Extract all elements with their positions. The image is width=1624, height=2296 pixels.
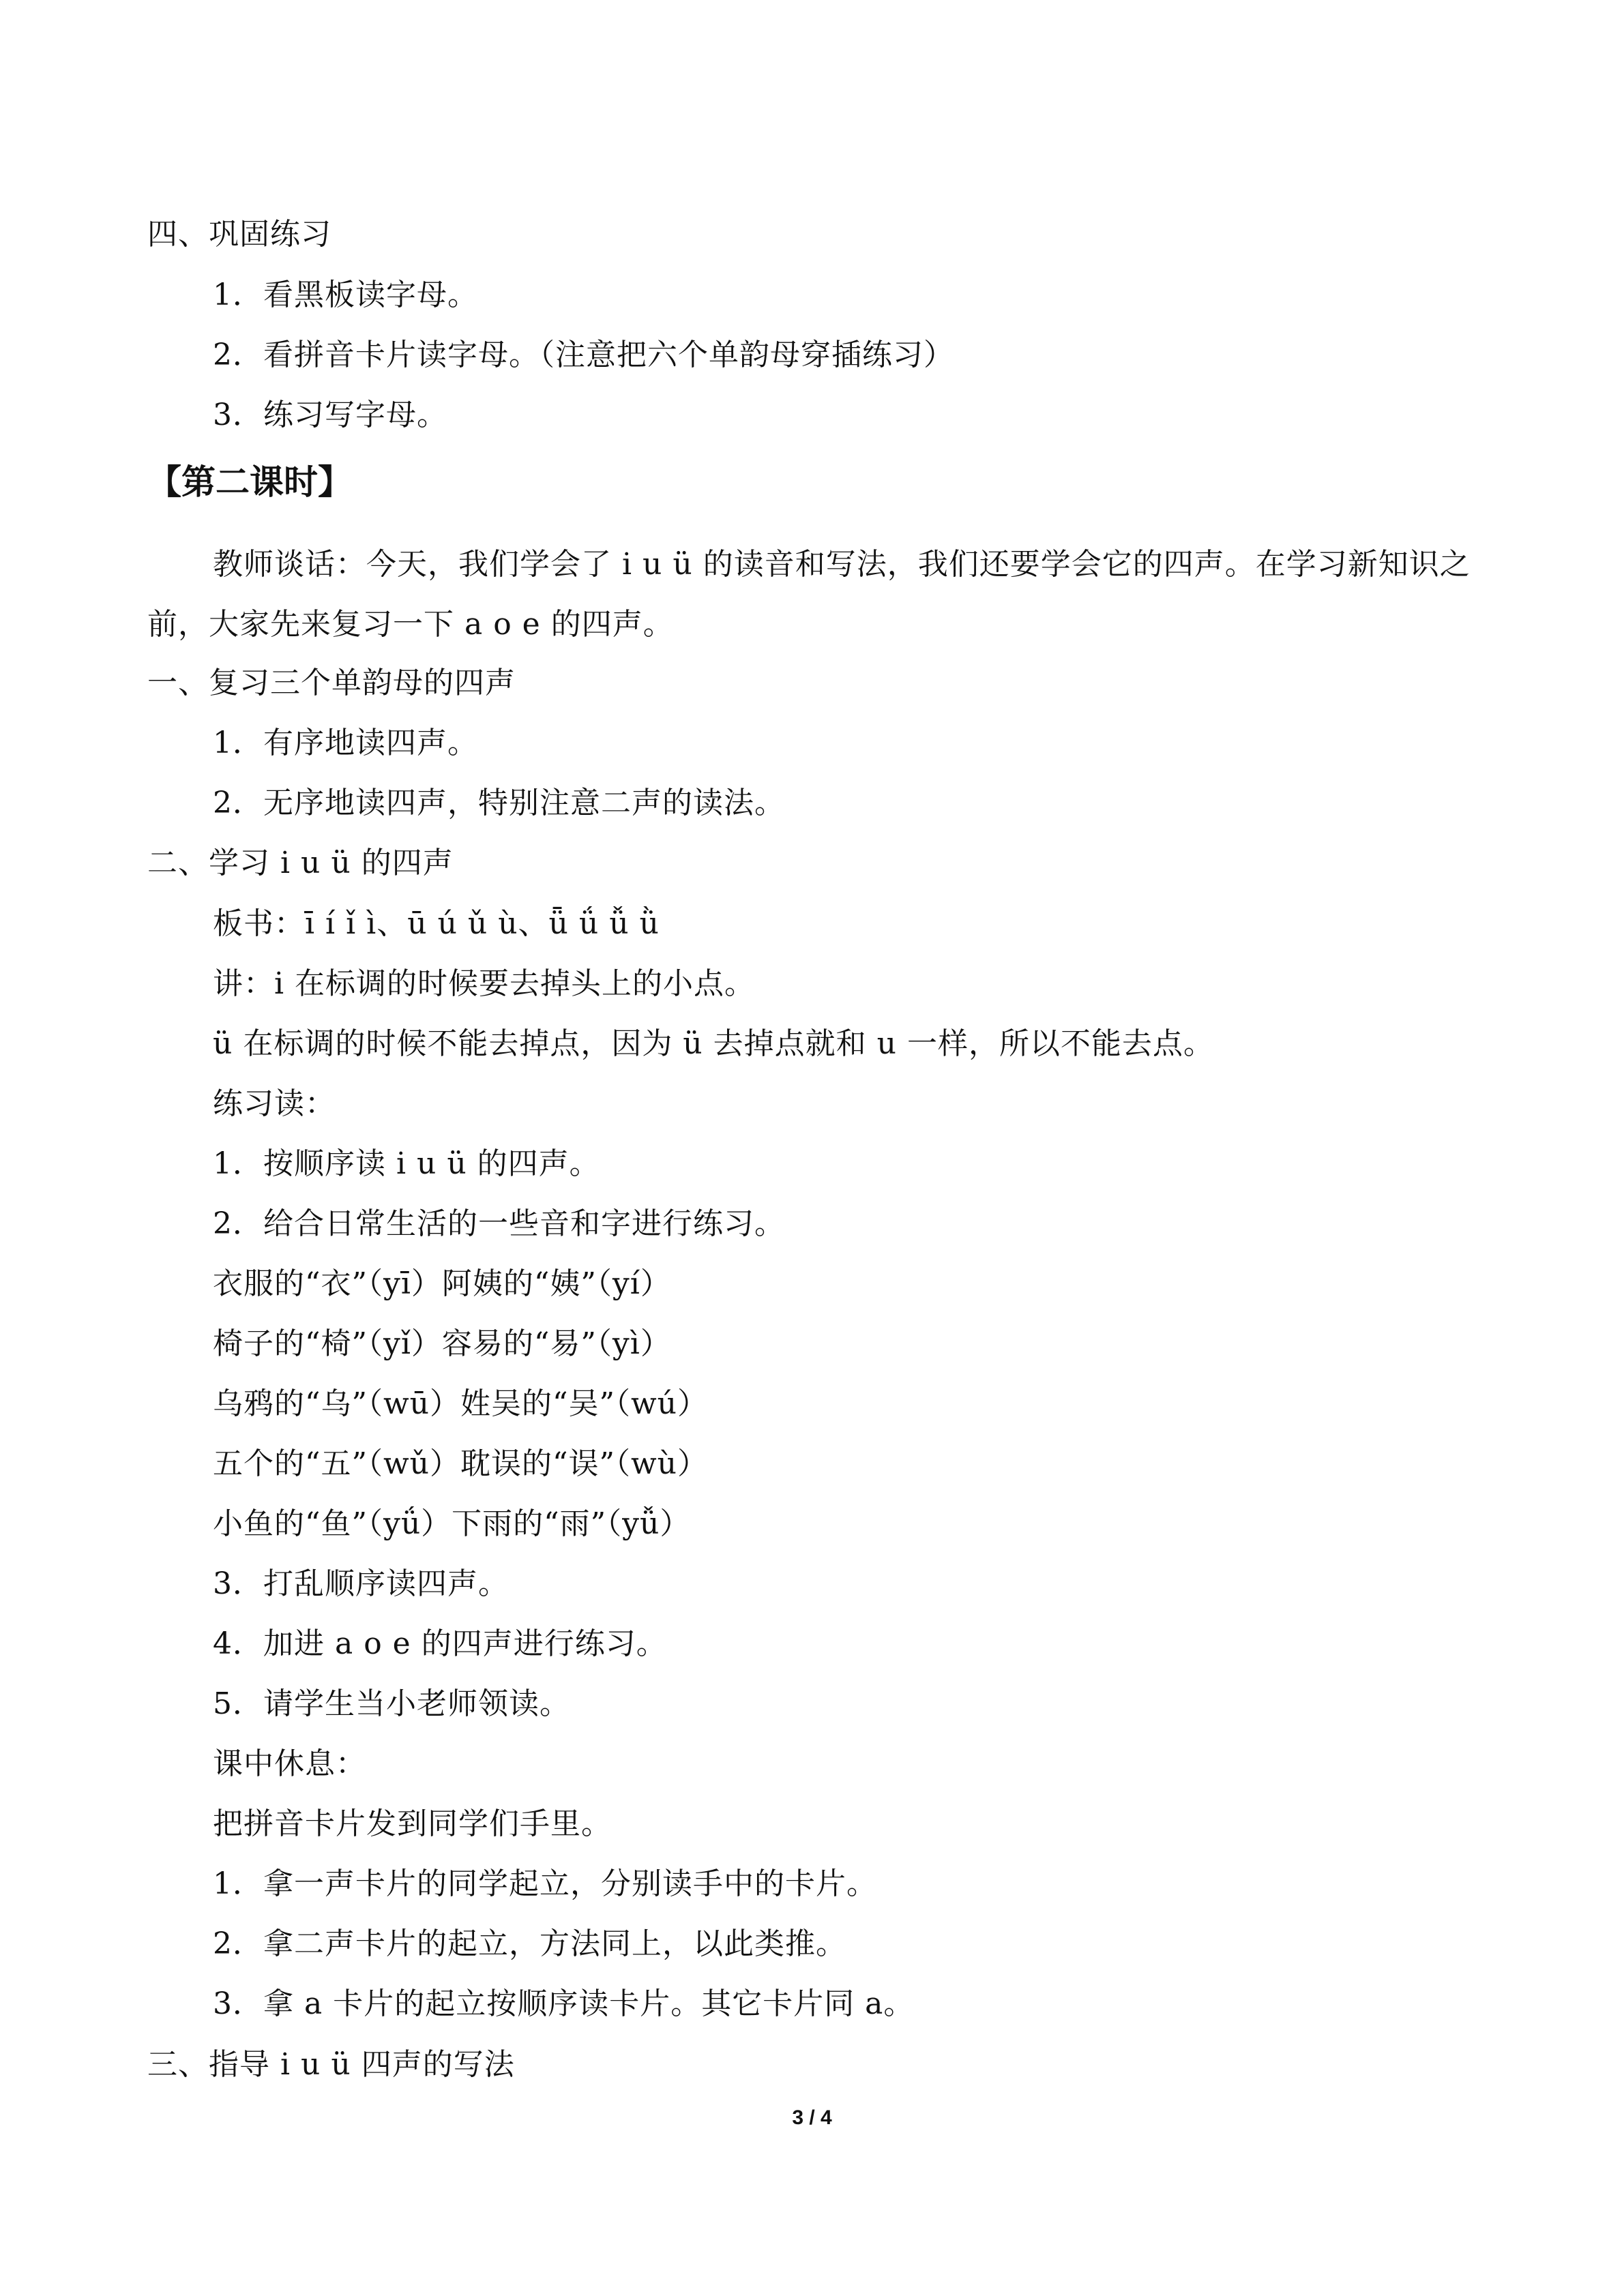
review-item-2: 2．无序地读四声，特别注意二声的读法。	[213, 786, 785, 820]
break-description: 把拼音卡片发到同学们手里。	[213, 1806, 612, 1841]
break-item-1: 1．拿一声卡片的同学起立，分别读手中的卡片。	[213, 1866, 877, 1901]
example-line-2: 椅子的“椅”（yǐ）容易的“易”（yì）	[213, 1326, 671, 1361]
example-line-5: 小鱼的“鱼”（yǘ）下雨的“雨”（yǚ）	[213, 1506, 691, 1541]
break-item-2: 2．拿二声卡片的起立，方法同上，以此类推。	[213, 1926, 846, 1961]
example-line-3: 乌鸦的“乌”（wū）姓吴的“吴”（wú）	[213, 1386, 708, 1421]
heading-review-tones: 一、复习三个单韵母的四声	[147, 666, 516, 700]
practice-item-5: 5．请学生当小老师领读。	[213, 1686, 570, 1721]
heading-consolidate-practice: 四、巩固练习	[147, 217, 331, 252]
heading-writing-guide: 三、指导 i u ü 四声的写法	[147, 2047, 515, 2082]
practice-item-2: 2．给合日常生活的一些音和字进行练习。	[213, 1206, 785, 1241]
board-writing: 板书：ī í ǐ ì、ū ú ǔ ù、ǖ ǘ ǚ ǜ	[213, 906, 660, 941]
practice-item-3: 3．打乱顺序读四声。	[213, 1566, 509, 1601]
break-item-3: 3．拿 a 卡片的起立按顺序读卡片。其它卡片同 a。	[213, 1986, 915, 2021]
practice-label: 练习读：	[213, 1086, 336, 1121]
consolidate-item-3: 3．练习写字母。	[213, 398, 447, 432]
example-line-1: 衣服的“衣”（yī）阿姨的“姨”（yí）	[213, 1266, 671, 1301]
heading-learn-tones: 二、学习 i u ü 的四声	[147, 846, 454, 880]
break-label: 课中休息：	[213, 1746, 366, 1781]
consolidate-item-2: 2．看拼音卡片读字母。（注意把六个单韵母穿插练习）	[213, 338, 954, 372]
example-line-4: 五个的“五”（wǔ）耽误的“误”（wù）	[213, 1446, 708, 1481]
lesson-two-title: 【第二课时】	[147, 462, 352, 502]
review-item-1: 1．有序地读四声。	[213, 726, 478, 760]
explanation-u-umlaut: ü 在标调的时候不能去掉点，因为 ü 去掉点就和 u 一样，所以不能去点。	[213, 1026, 1214, 1061]
page-number: 3 / 4	[792, 2106, 832, 2129]
explanation-i: 讲：i 在标调的时候要去掉头上的小点。	[213, 966, 756, 1001]
teacher-intro-paragraph: 教师谈话：今天，我们学会了 i u ü 的读音和写法，我们还要学会它的四声。在学习新知识之前，大家先来复习一下 a o e 的四声。	[147, 547, 1471, 642]
practice-item-1: 1．按顺序读 i u ü 的四声。	[213, 1146, 600, 1181]
practice-item-4: 4．加进 a o e 的四声进行练习。	[213, 1626, 667, 1661]
consolidate-item-1: 1．看黑板读字母。	[213, 278, 478, 312]
